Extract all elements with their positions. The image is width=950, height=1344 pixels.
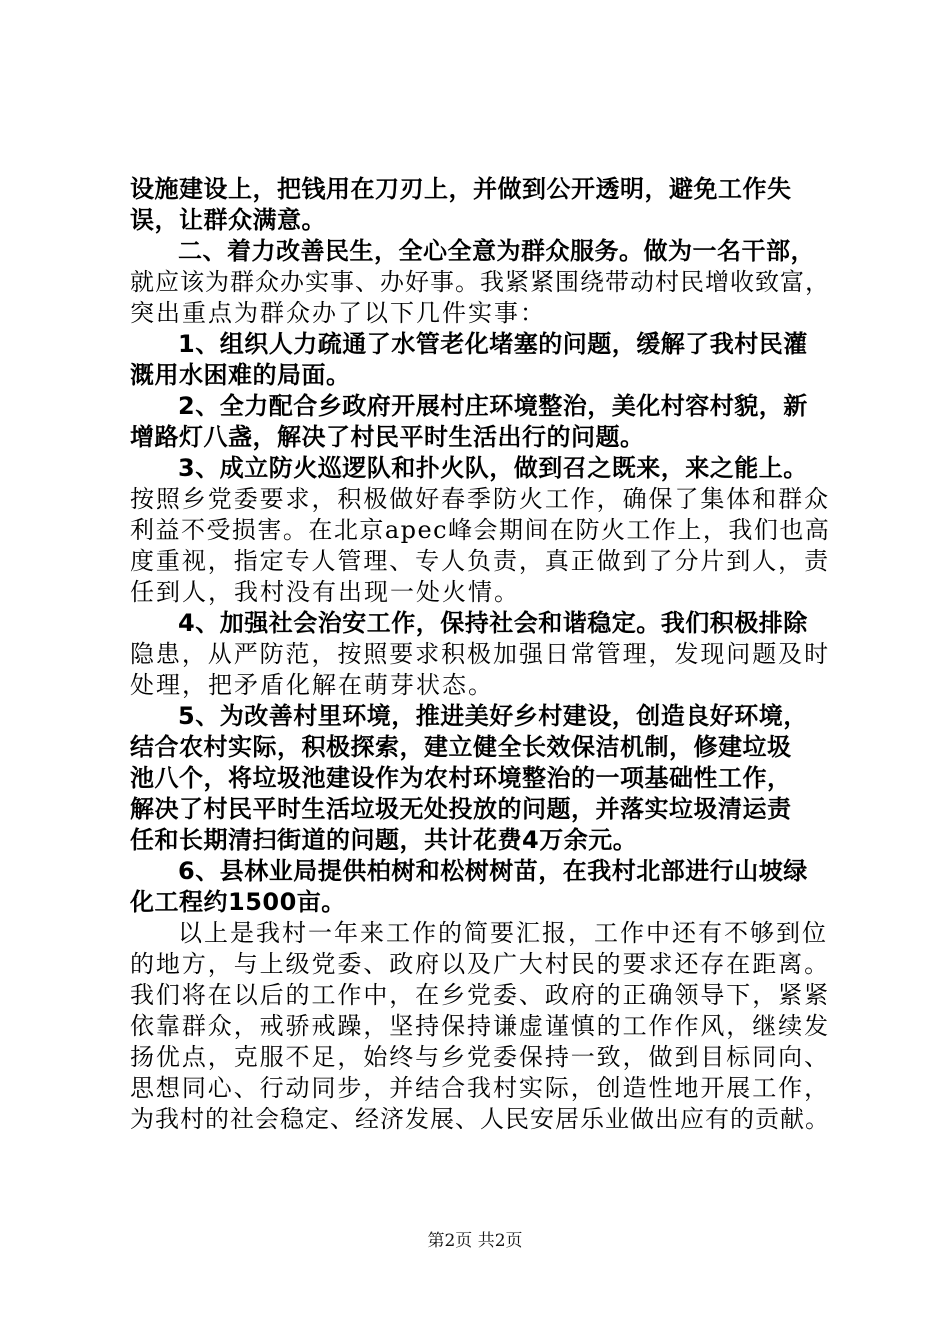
text-line: 度重视，指定专人管理、专人负责，真正做到了分片到人，责 <box>130 547 830 575</box>
document-body <box>130 174 830 1135</box>
text-line: 池八个，将垃圾池建设作为农村环境整治的一项基础性工作， <box>130 764 792 792</box>
text-line: 增路灯八盏，解决了村民平时生活出行的问题。 <box>130 423 645 451</box>
text-line: 设施建设上，把钱用在刀刃上，并做到公开透明，避免工作失 <box>130 175 792 203</box>
text-line: 4、加强社会治安工作，保持社会和谐稳定。我们积极排除 <box>178 609 808 637</box>
text-line: 处理，把矛盾化解在萌芽状态。 <box>130 671 494 699</box>
text-line: 就应该为群众办实事、办好事。我紧紧围绕带动村民增收致富， <box>130 268 830 296</box>
text-line: 2、全力配合乡政府开展村庄环境整治，美化村容村貌，新 <box>178 392 808 420</box>
text-line: 6、县林业局提供柏树和松树树苗，在我村北部进行山坡绿 <box>178 857 808 885</box>
text-line: 扬优点，克服不足，始终与乡党委保持一致，做到目标同向、 <box>130 1043 830 1071</box>
text-line: 任和长期清扫街道的问题，共计花费4万余元。 <box>130 826 638 854</box>
text-line: 为我村的社会稳定、经济发展、人民安居乐业做出应有的贡献。 <box>130 1105 830 1133</box>
text-line: 误，让群众满意。 <box>130 206 326 234</box>
text-line: 的地方，与上级党委、政府以及广大村民的要求还存在距离。 <box>130 950 830 978</box>
text-line: 思想同心、行动同步，并结合我村实际，创造性地开展工作， <box>130 1074 830 1102</box>
text-line: 解决了村民平时生活垃圾无处投放的问题，并落实垃圾清运责 <box>130 795 792 823</box>
text-line: 任到人，我村没有出现一处火情。 <box>130 578 520 606</box>
text-line: 二、着力改善民生，全心全意为群众服务。做为一名干部， <box>178 237 815 265</box>
text-line: 溉用水困难的局面。 <box>130 361 351 389</box>
text-line: 利益不受损害。在北京apec峰会期间在防火工作上，我们也高 <box>130 516 831 544</box>
text-line: 依靠群众，戒骄戒躁，坚持保持谦虚谨慎的工作作风，继续发 <box>130 1012 830 1040</box>
text-line: 化工程约1500亩。 <box>130 888 346 916</box>
text-line: 3、成立防火巡逻队和扑火队，做到召之既来，来之能上。 <box>178 454 808 482</box>
page-footer <box>0 1226 950 1251</box>
text-line: 隐患，从严防范，按照要求积极加强日常管理，发现问题及时 <box>130 640 830 668</box>
text-line: 突出重点为群众办了以下几件实事： <box>130 299 546 327</box>
text-line: 1、组织人力疏通了水管老化堵塞的问题，缓解了我村民灌 <box>178 330 808 358</box>
text-line: 我们将在以后的工作中，在乡党委、政府的正确领导下，紧紧 <box>130 981 830 1009</box>
text-line: 结合农村实际，积极探索，建立健全长效保洁机制，修建垃圾 <box>130 733 792 761</box>
page-number-label: 第2页 共2页 <box>427 1231 523 1251</box>
text-line: 按照乡党委要求，积极做好春季防火工作，确保了集体和群众 <box>130 485 830 513</box>
text-line: 5、为改善村里环境，推进美好乡村建设，创造良好环境， <box>178 702 808 730</box>
text-line: 以上是我村一年来工作的简要汇报，工作中还有不够到位 <box>178 919 828 947</box>
